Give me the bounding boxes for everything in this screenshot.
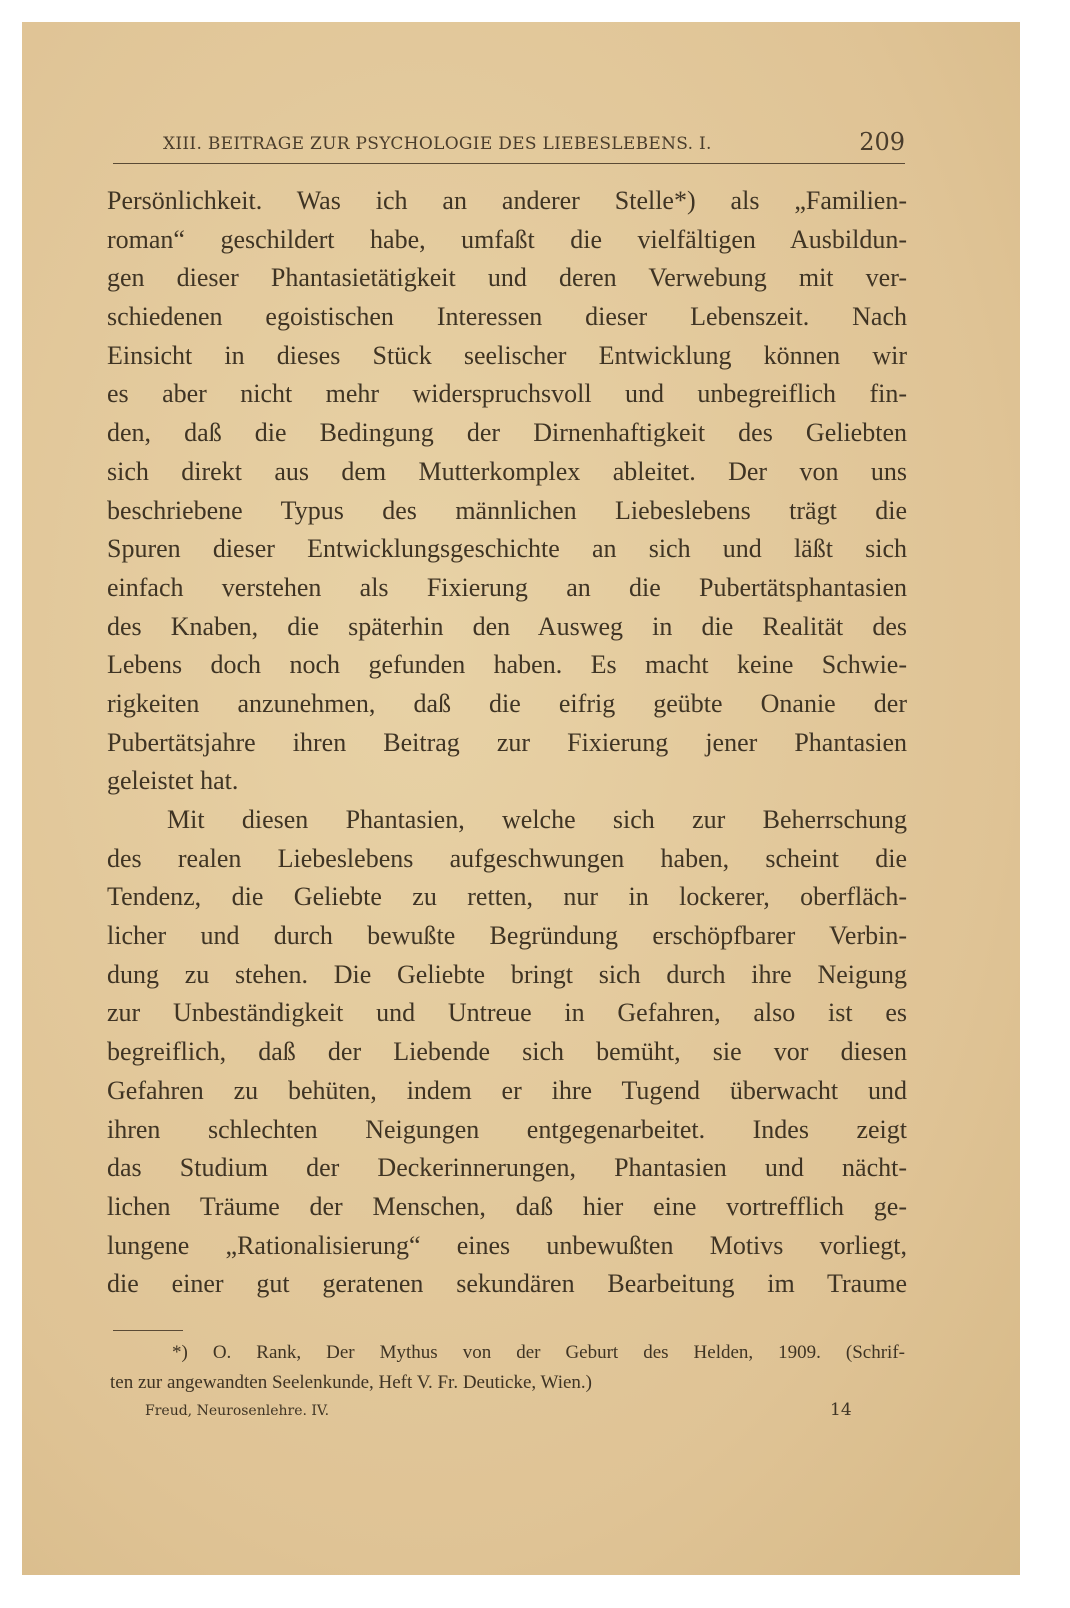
- text-line: lungene „Rationalisierung“ eines unbewußten Motivs vorliegt,: [107, 1230, 907, 1260]
- text-line: zur Unbeständigkeit und Untreue in Gefahren, also ist es: [107, 998, 907, 1028]
- sheet-number: 14: [830, 1400, 852, 1420]
- text-line: sich direkt aus dem Mutterkomplex ableitet. Der von uns: [107, 456, 907, 486]
- text-line: lichen Träume der Menschen, daß hier eine vortrefflich ge-: [107, 1191, 907, 1221]
- text-line: rigkeiten anzunehmen, daß die eifrig geübte Onanie der: [107, 688, 907, 718]
- text-line: Gefahren zu behüten, indem er ihre Tugend überwacht und: [107, 1075, 907, 1105]
- text-line: geleistet hat.: [107, 766, 239, 796]
- text-line: einfach verstehen als Fixierung an die Pubertätsphantasien: [107, 572, 907, 602]
- footnote-rule: [113, 1330, 183, 1331]
- text-line: Einsicht in dieses Stück seelischer Entwicklung können wir: [107, 340, 907, 370]
- running-title: XIII. BEITRAGE ZUR PSYCHOLOGIE DES LIEBESLEBENS. I.: [163, 134, 712, 154]
- text-line: Mit diesen Phantasien, welche sich zur Beherrschung: [167, 805, 907, 834]
- text-line: Tendenz, die Geliebte zu retten, nur in lockerer, oberfläch-: [107, 882, 907, 912]
- text-line: Persönlichkeit. Was ich an anderer Stelle*) als „Familien-: [107, 186, 907, 215]
- text-line: ihren schlechten Neigungen entgegenarbeitet. Indes zeigt: [107, 1114, 907, 1144]
- text-line: dung zu stehen. Die Geliebte bringt sich durch ihre Neigung: [107, 959, 907, 989]
- text-line: Spuren dieser Entwicklungsgeschichte an sich und läßt sich: [107, 534, 907, 564]
- text-line: Lebens doch noch gefunden haben. Es macht keine Schwie-: [107, 650, 907, 680]
- page-number: 209: [859, 128, 905, 156]
- text-line: das Studium der Deckerinnerungen, Phantasien und nächt-: [107, 1153, 907, 1183]
- text-line: des realen Liebeslebens aufgeschwungen haben, scheint die: [107, 843, 907, 873]
- text-line: es aber nicht mehr widerspruchsvoll und unbegreiflich fin-: [107, 379, 907, 409]
- text-line: gen dieser Phantasietätigkeit und deren Verwebung mit ver-: [107, 263, 907, 293]
- text-line: Pubertätsjahre ihren Beitrag zur Fixierung jener Phantasien: [107, 727, 907, 757]
- body-text: [107, 182, 907, 1304]
- text-line: roman“ geschildert habe, umfaßt die vielfältigen Ausbildun-: [107, 224, 907, 254]
- footnote-line: *) O. Rank, Der Mythus von der Geburt des Helden, 1909. (Schrif-: [172, 1342, 905, 1363]
- text-line: die einer gut geratenen sekundären Bearbeitung im Traume: [107, 1269, 907, 1299]
- footnote: [110, 1338, 905, 1398]
- text-line: des Knaben, die späterhin den Ausweg in die Realität des: [107, 611, 907, 641]
- text-line: begreiflich, daß der Liebende sich bemüht, sie vor diesen: [107, 1037, 907, 1067]
- text-line: den, daß die Bedingung der Dirnenhaftigkeit des Geliebten: [107, 418, 907, 448]
- header-rule: [113, 163, 905, 164]
- text-line: licher und durch bewußte Begründung erschöpfbarer Verbin-: [107, 921, 907, 951]
- signature-mark: Freud, Neurosenlehre. IV.: [145, 1403, 330, 1419]
- text-line: beschriebene Typus des männlichen Liebeslebens trägt die: [107, 495, 907, 525]
- footnote-line: ten zur angewandten Seelenkunde, Heft V. Fr. Deuticke, Wien.): [110, 1372, 593, 1393]
- text-line: schiedenen egoistischen Interessen dieser Lebenszeit. Nach: [107, 302, 907, 332]
